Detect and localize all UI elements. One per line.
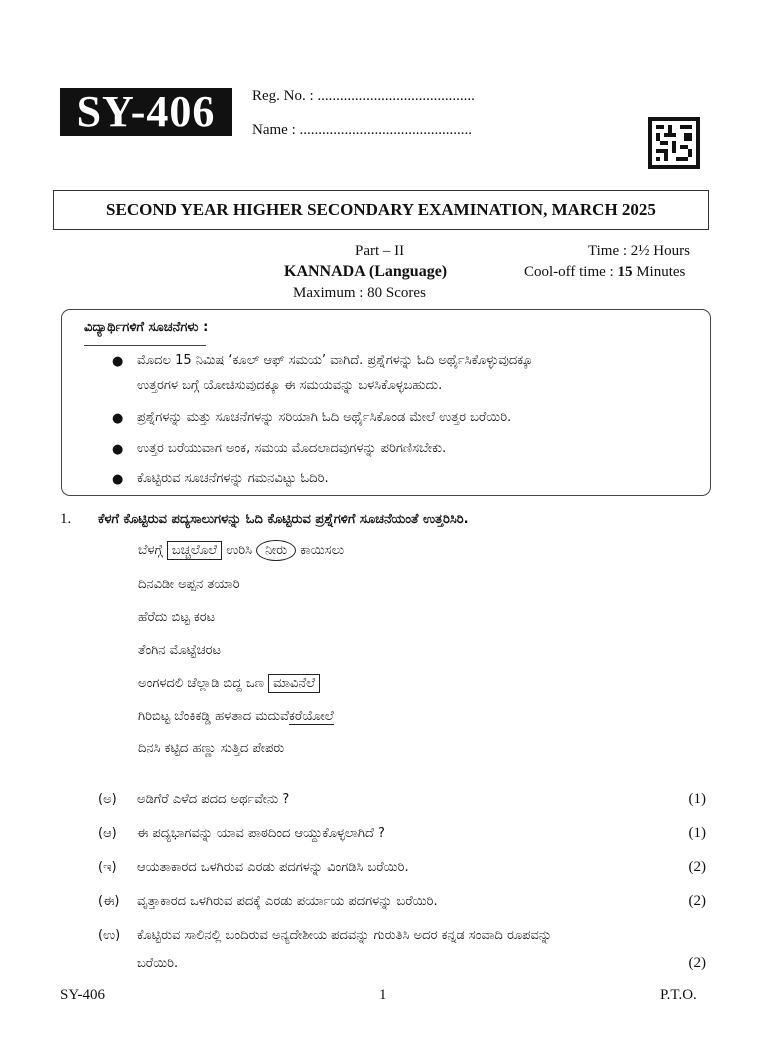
sub-question-label: (ಆ) xyxy=(98,826,117,841)
subject-title: KANNADA (Language) xyxy=(284,263,448,280)
sub-question-label: (ಅ) xyxy=(98,792,117,807)
sub-question-text: ಬರೆಯಿರಿ. xyxy=(137,956,179,971)
time-label: Time : 2½ Hours xyxy=(588,243,690,259)
max-scores: Maximum : 80 Scores xyxy=(293,285,426,301)
sub-question-label: (ಈ) xyxy=(98,894,120,909)
bullet-icon: ● xyxy=(112,442,124,457)
cool-off-label: Cool-off time : 15 Minutes xyxy=(524,264,686,280)
poem-line: ಹೆರೆದು ಬಿಟ್ಟ ಕರಟ xyxy=(138,610,216,625)
instruction-item: ಉತ್ತರಗಳ ಬಗ್ಗೆ ಯೋಚಿಸುವುದಕ್ಕೂ ಈ ಸಮಯವನ್ನು ಬಳಸಿಕೊಳ್ಳಬಹುದು. xyxy=(137,378,443,393)
marks-label: (1) xyxy=(688,791,706,807)
marks-label: (1) xyxy=(688,825,706,841)
sub-question-text: ಅಡಿಗೆರೆ ಎಳೆದ ಪದದ ಅರ್ಥವೇನು ? xyxy=(137,792,290,807)
marks-label: (2) xyxy=(688,859,706,875)
underlined-word: ಕರೆಯೋಲೆ xyxy=(289,709,334,724)
part-label: Part – II xyxy=(355,243,405,259)
poem-line: ಬೆಳಗ್ಗೆ ಬಚ್ಚಲೊಲೆ ಉರಿಸಿ ನೀರು ಕಾಯಿಸಲು xyxy=(138,543,344,558)
poem-line: ತೆಂಗಿನ ಮೊಟ್ಟೆಚರಟ xyxy=(138,643,222,658)
footer-code: SY-406 xyxy=(60,987,106,1003)
instruction-item: ಕೊಟ್ಟಿರುವ ಸೂಚನೆಗಳನ್ನು ಗಮನವಿಟ್ಟು ಓದಿರಿ. xyxy=(137,471,329,486)
sub-question-label: (ಉ) xyxy=(98,928,121,943)
circled-word: ನೀರು xyxy=(256,540,296,561)
bullet-icon: ● xyxy=(112,354,124,369)
qr-code-icon xyxy=(648,117,700,169)
boxed-word: ಬಚ್ಚಲೊಲೆ xyxy=(167,541,222,560)
instruction-item: ಪ್ರಶ್ನೆಗಳನ್ನು ಮತ್ತು ಸೂಚನೆಗಳನ್ನು ಸರಿಯಾಗಿ ಓದಿ ಅರ್ಥೈಸಿಕೊಂಡ ಮೇಲೆ ಉತ್ತರ ಬರೆಯಿರಿ. xyxy=(137,410,512,425)
sub-question-text: ಕೊಟ್ಟಿರುವ ಸಾಲಿನಲ್ಲಿ ಬಂದಿರುವ ಅನ್ಯದೇಶೀಯ ಪದವನ್ನು ಗುರುತಿಸಿ ಅದರ ಕನ್ನಡ ಸಂವಾದಿ ರೂಪವನ್ನು xyxy=(137,928,552,943)
poem-line: ದಿನವಿಡೀ ಅಪ್ಪನ ತಯಾರಿ xyxy=(138,577,240,592)
bullet-icon: ● xyxy=(112,472,124,487)
divider xyxy=(84,345,206,346)
reg-no-field: Reg. No. : .......................................... xyxy=(252,88,475,104)
poem-line: ದಿನಸಿ ಕಟ್ಟಿದ ಹಣ್ಣು ಸುತ್ತಿದ ಪೇಪರು xyxy=(138,741,285,756)
sub-question-text: ಈ ಪದ್ಯಭಾಗವನ್ನು ಯಾವ ಪಾಠದಿಂದ ಆಯ್ದುಕೊಳ್ಳಲಾಗಿದೆ ? xyxy=(137,826,385,841)
question-prompt: ಕೆಳಗೆ ಕೊಟ್ಟಿರುವ ಪದ್ಯಸಾಲುಗಳನ್ನು ಓದಿ ಕೊಟ್ಟಿರುವ ಪ್ರಶ್ನೆಗಳಿಗೆ ಸೂಚನೆಯಂತೆ ಉತ್ತರಿಸಿರಿ. xyxy=(98,512,469,527)
poem-line: ಗಿರಿಬಿಟ್ಟ ಬೆಂಕಿಕಡ್ಡಿ ಹಳತಾದ ಮದುವೆಕರೆಯೋಲೆ xyxy=(138,709,334,724)
poem-line: ಅಂಗಳದಲಿ ಚೆಲ್ಲಾಡಿ ಬಿದ್ದ ಒಣ ಮಾವಿನೆಲೆ xyxy=(138,676,320,691)
marks-label: (2) xyxy=(688,955,706,971)
question-number: 1. xyxy=(60,511,72,527)
sub-question-label: (ಇ) xyxy=(98,860,117,875)
instructions-title: ವಿದ್ಯಾರ್ಥಿಗಳಿಗೆ ಸೂಚನೆಗಳು : xyxy=(84,320,209,335)
exam-title: SECOND YEAR HIGHER SECONDARY EXAMINATION, MARCH 2025 xyxy=(53,190,709,230)
instructions-box xyxy=(61,309,711,496)
pto-label: P.T.O. xyxy=(660,987,697,1003)
boxed-word: ಮಾವಿನೆಲೆ xyxy=(268,674,320,693)
paper-code-badge: SY-406 xyxy=(60,88,232,136)
name-field: Name : .............................................. xyxy=(252,122,472,138)
instruction-item: ಉತ್ತರ ಬರೆಯುವಾಗ ಅಂಕ, ಸಮಯ ಮೊದಲಾದವುಗಳನ್ನು ಪರಿಗಣಿಸಬೇಕು. xyxy=(137,441,447,456)
sub-question-text: ವೃತ್ತಾಕಾರದ ಒಳಗಿರುವ ಪದಕ್ಕೆ ಎರಡು ಪರ್ಯಾಯ ಪದಗಳನ್ನು ಬರೆಯಿರಿ. xyxy=(137,894,438,909)
bullet-icon: ● xyxy=(112,411,124,426)
instruction-item: ಮೊದಲ 15 ನಿಮಿಷ ‘ಕೂಲ್ ಆಫ್ ಸಮಯ’ ವಾಗಿದೆ. ಪ್ರಶ್ನೆಗಳನ್ನು ಓದಿ ಅರ್ಥೈಸಿಕೊಳ್ಳುವುದಕ್ಕೂ xyxy=(137,353,533,368)
marks-label: (2) xyxy=(688,893,706,909)
page-number: 1 xyxy=(379,987,387,1003)
sub-question-text: ಆಯತಾಕಾರದ ಒಳಗಿರುವ ಎರಡು ಪದಗಳನ್ನು ವಿಂಗಡಿಸಿ ಬರೆಯಿರಿ. xyxy=(137,860,409,875)
